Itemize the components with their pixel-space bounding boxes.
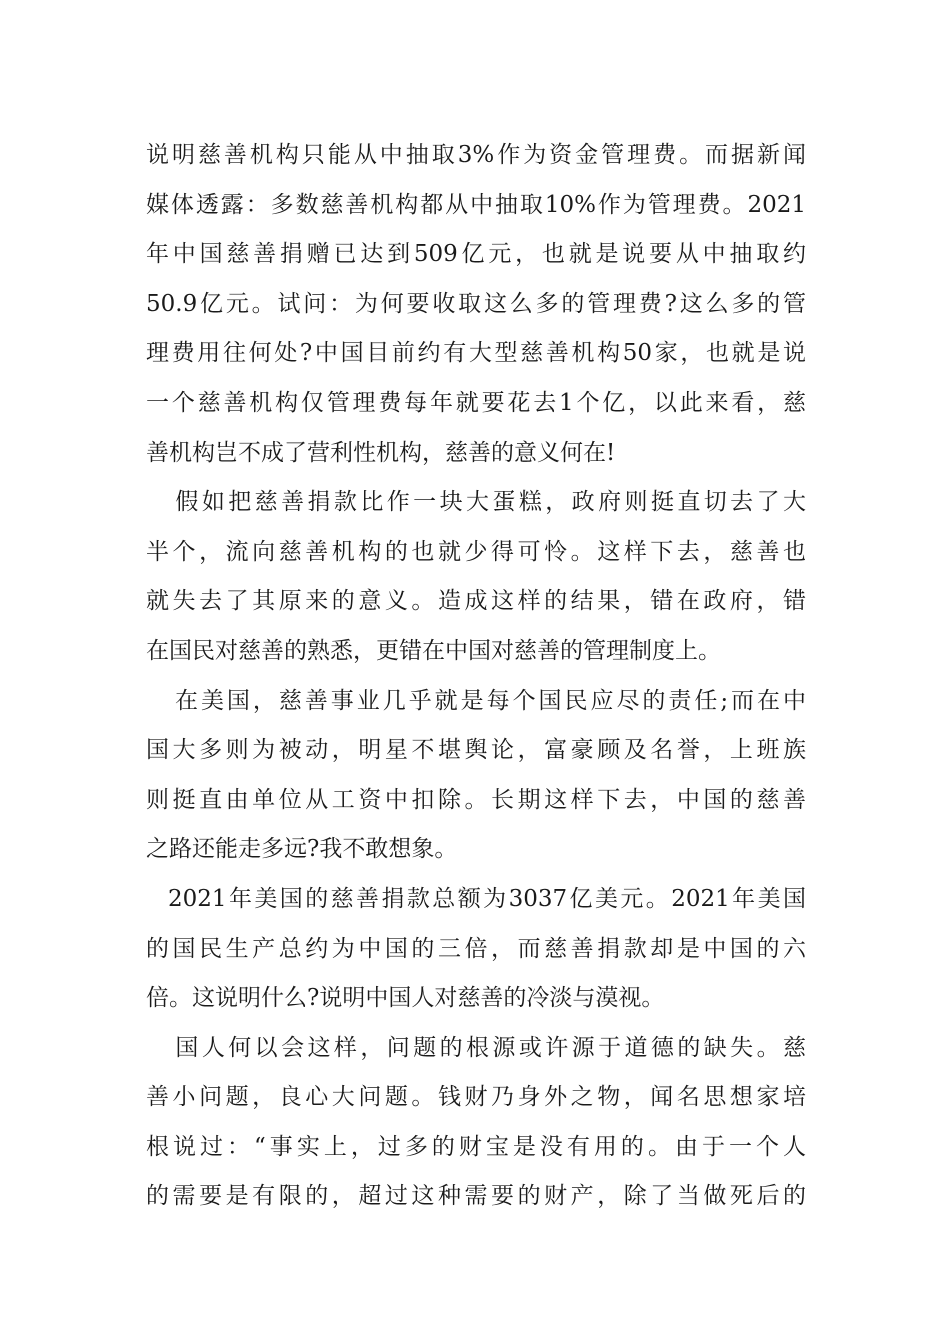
- paragraph-2-line-3: 就失去了其原来的意义。造成这样的结果，错在政府，错: [146, 588, 806, 615]
- paragraph-2-line-1: [146, 478, 806, 528]
- paragraph-2-line-1-text: 假如把慈善捐款比作一块大蛋糕，政府则挺直切去了大: [172, 489, 806, 516]
- paragraph-5-line-3: 根说过：“事实上，过多的财宝是没有用的。由于一个人: [146, 1133, 806, 1160]
- paragraph-1-line-1: 说明慈善机构只能从中抽取3%作为资金管理费。而据新闻: [146, 142, 806, 168]
- paragraph-1-line-2: 媒体透露：多数慈善机构都从中抽取10%作为管理费。2021: [146, 191, 806, 218]
- paragraph-3-line-3: 则挺直由单位从工资中扣除。长期这样下去，中国的慈善: [146, 786, 806, 813]
- paragraph-5-line-1-text: 国人何以会这样，问题的根源或许源于道德的缺失。慈: [172, 1034, 806, 1061]
- paragraph-4-line-3: 倍。这说明什么?说明中国人对慈善的冷淡与漠视。: [146, 985, 665, 1012]
- paragraph-3-line-1: [146, 677, 806, 727]
- body-text: [146, 131, 806, 1222]
- paragraph-1-line-4: 50.9亿元。试问：为何要收取这么多的管理费?这么多的管: [146, 290, 806, 317]
- paragraph-2-line-4: 在国民对慈善的熟悉，更错在中国对慈善的管理制度上。: [146, 637, 721, 664]
- paragraph-3-line-2: 国大多则为被动，明星不堪舆论，富豪顾及名誉，上班族: [146, 737, 806, 764]
- paragraph-3-line-4: 之路还能走多远?我不敢想象。: [146, 836, 458, 863]
- paragraph-5-line-2: 善小问题，良心大问题。钱财乃身外之物，闻名思想家培: [146, 1084, 806, 1111]
- paragraph-2-line-2: 半个，流向慈善机构的也就少得可怜。这样下去，慈善也: [146, 538, 806, 565]
- paragraph-5-line-1: [146, 1024, 806, 1074]
- paragraph-1-line-7: 善机构岂不成了营利性机构，慈善的意义何在!: [146, 439, 616, 466]
- paragraph-5-line-4: 的需要是有限的，超过这种需要的财产，除了当做死后的: [146, 1183, 806, 1210]
- paragraph-1-line-3: 年中国慈善捐赠已达到509亿元，也就是说要从中抽取约: [146, 241, 806, 268]
- paragraph-4-line-2: 的国民生产总约为中国的三倍，而慈善捐款却是中国的六: [146, 935, 806, 962]
- paragraph-1-line-6: 一个慈善机构仅管理费每年就要花去1个亿，以此来看，慈: [146, 389, 806, 416]
- paragraph-3-line-1-text: 在美国，慈善事业几乎就是每个国民应尽的责任;而在中: [172, 687, 806, 714]
- paragraph-4-line-1: [146, 875, 806, 925]
- paragraph-4-line-1-text: 2021年美国的慈善捐款总额为3037亿美元。2021年美国: [168, 885, 806, 912]
- paragraph-1-line-5: 理费用往何处?中国目前约有大型慈善机构50家，也就是说: [146, 340, 806, 367]
